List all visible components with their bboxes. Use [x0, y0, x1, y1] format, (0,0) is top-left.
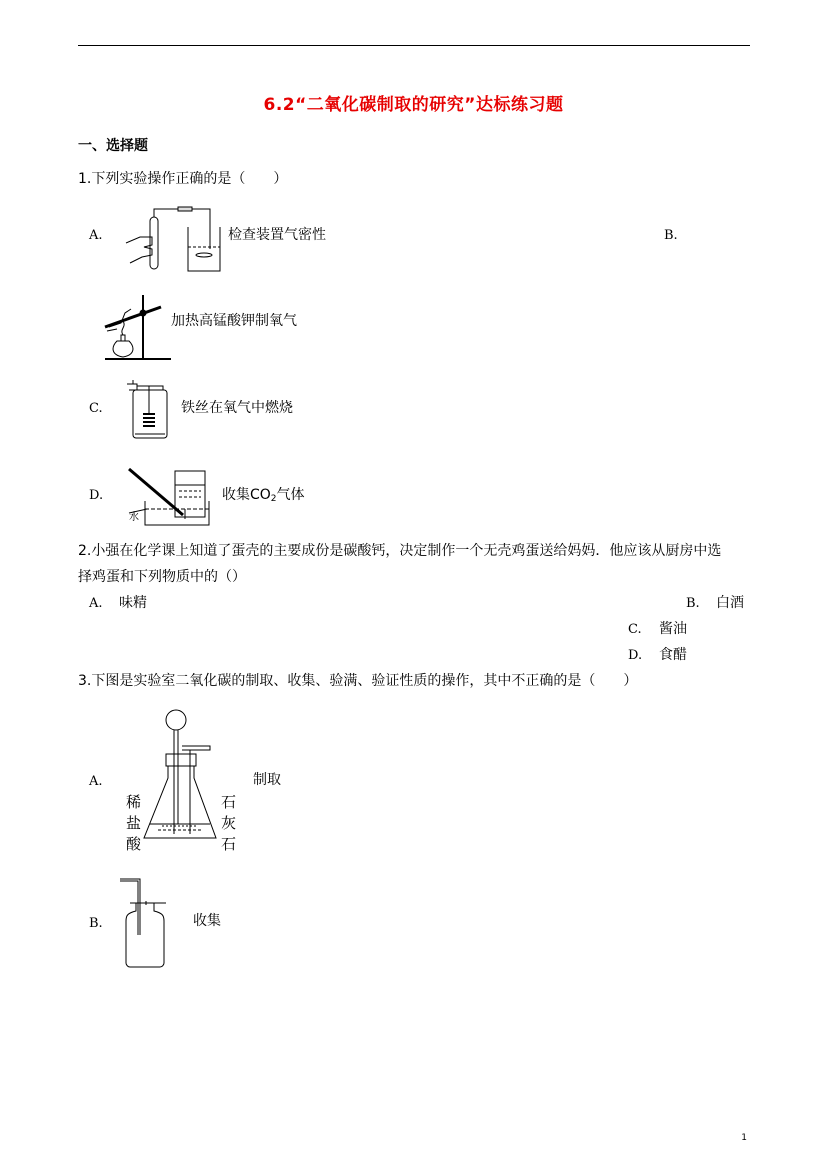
q2-option-b-text: 白酒 [716, 595, 744, 611]
q1-option-d-text-post: 气体 [276, 487, 305, 503]
iron-wire-burning-figure [121, 380, 171, 440]
q3-label-limestone-char-3: 石 [221, 835, 237, 853]
q3-label-limestone [221, 792, 236, 855]
q3-option-a-label: A. [89, 774, 103, 789]
airtightness-check-figure [122, 203, 222, 275]
q2-option-b-label: B. [686, 596, 700, 611]
potassium-permanganate-heating-figure [101, 283, 173, 363]
q2-option-d-label: D. [628, 648, 643, 663]
q1-option-b-text: 加热高锰酸钾制氧气 [171, 313, 297, 329]
q3-label-limestone-char-1: 石 [221, 793, 237, 811]
q2-option-c-label: C. [628, 622, 642, 637]
q3-option-b-label: B. [89, 916, 103, 931]
q1-option-a-label: A. [89, 228, 103, 243]
q1-option-d-water-label: 水 [129, 512, 139, 523]
q2-option-a-label: A. [89, 596, 103, 611]
q3-label-dilute-hcl-char-1: 稀 [126, 793, 142, 811]
q2-stem-line1: 2.小强在化学课上知道了蛋壳的主要成份是碳酸钙，决定制作一个无壳鸡蛋送给妈妈．他应该从厨房中选 [78, 543, 722, 559]
q1-option-a-text: 检查装置气密性 [228, 227, 326, 243]
q2-option-a-text: 味精 [119, 595, 147, 611]
header-rule [78, 45, 750, 46]
q1-option-d-label: D. [89, 488, 104, 503]
q1-option-d-text-sub: 2 [270, 494, 277, 504]
gas-collection-bottle-figure [118, 875, 170, 969]
q3-option-a-text: 制取 [253, 772, 281, 788]
q1-option-d-text-pre: 收集 [222, 487, 250, 503]
q3-label-dilute-hcl-char-2: 盐 [126, 814, 142, 832]
q2-option-c-text: 酱油 [659, 621, 687, 637]
q1-option-d-text-co: CO [250, 487, 271, 503]
q3-option-b-text: 收集 [193, 913, 221, 929]
q1-option-c-text: 铁丝在氧气中燃烧 [181, 400, 293, 416]
q3-label-dilute-hcl-char-3: 酸 [126, 835, 142, 853]
q2-option-d-text: 食醋 [659, 647, 687, 663]
page-title: 6.2“二氧化碳制取的研究”达标练习题 [263, 95, 564, 115]
q1-option-c-label: C. [89, 401, 103, 416]
q2-stem-line2: 择鸡蛋和下列物质中的（） [78, 569, 246, 585]
page-number: 1 [741, 1133, 747, 1143]
section-heading: 一、选择题 [78, 138, 148, 154]
q3-label-limestone-char-2: 灰 [221, 814, 237, 832]
co2-preparation-apparatus-figure [140, 706, 220, 848]
q1-stem: 1.下列实验操作正确的是（ ） [78, 171, 288, 187]
q3-label-dilute-hcl [126, 792, 141, 855]
q1-option-b-label: B. [664, 228, 678, 243]
q3-stem: 3.下图是实验室二氧化碳的制取、收集、验满、验证性质的操作，其中不正确的是（ ） [78, 673, 638, 689]
q1-option-d-text [222, 486, 305, 508]
